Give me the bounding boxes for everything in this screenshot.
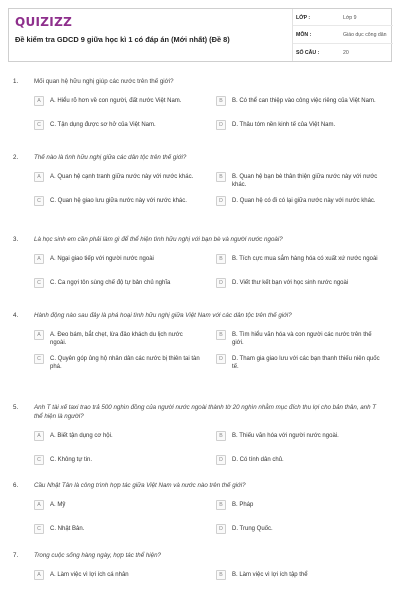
meta-row-class (293, 9, 393, 26)
question-number: 7. (13, 552, 19, 559)
document-title: Đề kiểm tra GDCD 9 giữa học kì 1 có đáp án (Mới nhất) (Đề 8) (15, 35, 230, 44)
question-number: 3. (13, 236, 19, 243)
option-text: B. Pháp (232, 502, 254, 508)
option-letter-badge: B (216, 254, 226, 264)
option-letter-badge: D (216, 196, 226, 206)
option-letter-badge: A (34, 172, 44, 182)
option-text: A. Đeo bám, bắt chẹt, lừa đảo khách du lịch nước ngoài. (50, 332, 183, 347)
option-letter-badge: A (34, 96, 44, 106)
option-letter-badge: B (216, 172, 226, 182)
meta-value: Giáo dục công dân (343, 32, 387, 39)
question-number: 2. (13, 154, 19, 161)
question-text: Cầu Nhật Tân là công trình hợp tác giữa Việt Nam và nước nào trên thế giới? (34, 482, 246, 489)
question-text: Mối quan hệ hữu nghị giúp các nước trên thế giới? (34, 78, 174, 85)
meta-value: Lớp 9 (343, 15, 357, 21)
option-letter-badge: A (34, 570, 44, 580)
meta-row-subject (293, 26, 393, 43)
option-text: D. Viết thư kết bạn với học sinh nước ngoài (232, 280, 349, 286)
question-number: 5. (13, 404, 19, 411)
option-letter-badge: C (34, 524, 44, 534)
option-letter-badge: B (216, 96, 226, 106)
option-text: D. Trung Quốc. (232, 526, 273, 532)
meta-table (292, 9, 393, 61)
option-text: C. Nhật Bản. (50, 526, 85, 532)
option-letter-badge: C (34, 455, 44, 465)
option-letter-badge: B (216, 570, 226, 580)
option-letter-badge: C (34, 120, 44, 130)
option-text: C. Ca ngợi tôn sùng chế độ tự bản chủ nghĩa (50, 280, 171, 286)
option-text: B. Thiếu văn hóa với người nước ngoài. (232, 433, 339, 439)
meta-value: 20 (343, 49, 349, 56)
meta-label: LỚP : (296, 15, 311, 21)
option-letter-badge: D (216, 120, 226, 130)
option-letter-badge: B (216, 431, 226, 441)
option-text: B. Có thể can thiệp vào công việc riêng của Việt Nam. (232, 98, 376, 104)
option-text: B. Làm việc vì lợi ích tập thể (232, 572, 308, 578)
option-letter-badge: D (216, 278, 226, 288)
option-text: D. Thâu tóm nền kinh tế của Việt Nam. (232, 122, 336, 128)
option-letter-badge: D (216, 524, 226, 534)
meta-row-count (293, 44, 393, 61)
option-text: B. Quan hệ bạn bè thân thiện giữa nước này với nước khác. (232, 174, 378, 189)
question-number: 1. (13, 78, 19, 85)
option-text: A. Quan hệ cạnh tranh giữa nước này với nước khác. (50, 174, 194, 180)
question-text: Thế nào là tình hữu nghị giữa các dân tộc trên thế giới? (34, 154, 187, 161)
option-text: D. Tham gia giao lưu với các bạn thanh thiếu niên quốc tế. (232, 356, 380, 371)
option-letter-badge: A (34, 254, 44, 264)
option-letter-badge: D (216, 455, 226, 465)
option-letter-badge: A (34, 330, 44, 340)
option-text: A. Biết tận dụng cơ hội. (50, 433, 113, 439)
option-text: C. Quyên góp ủng hộ nhân dân các nước bị thiên tai tàn phá. (50, 356, 200, 371)
option-text: B. Tìm hiểu văn hóa và con người các nước trên thế giới. (232, 332, 372, 347)
option-letter-badge: C (34, 278, 44, 288)
option-text: A. Làm việc vì lợi ích cá nhân (50, 572, 129, 578)
option-text: D. Có tính dân chủ. (232, 457, 284, 463)
option-text: C. Tận dụng được sơ hở của Việt Nam. (50, 122, 156, 128)
meta-label: MÔN : (296, 32, 312, 39)
option-letter-badge: D (216, 354, 226, 364)
option-text: B. Tích cực mua sắm hàng hóa có xuất xứ nước ngoài (232, 256, 378, 262)
question-text: Là học sinh em cần phải làm gì để thể hiện tình hữu nghị với bạn bè và người nước ngoài? (34, 236, 283, 243)
question-text: Anh T tài xế taxi trao trả 500 nghìn đồng của người nước ngoài thành tờ 20 nghìn nhằm mục đích thu lợi cho bản thân, anh T thể hiện là người? (34, 404, 377, 420)
option-text: A. Hiểu rõ hơn về con người, đất nước Việt Nam. (50, 98, 182, 104)
question-number: 6. (13, 482, 19, 489)
option-letter-badge: C (34, 354, 44, 364)
question-text: Trong cuộc sống hàng ngày, hợp tác thể hiện? (34, 552, 162, 559)
document-header (8, 8, 392, 62)
option-text: A. Ngại giao tiếp với người nước ngoài (50, 256, 154, 262)
question-number: 4. (13, 312, 19, 319)
option-letter-badge: A (34, 431, 44, 441)
option-letter-badge: A (34, 500, 44, 510)
option-text: D. Quan hệ có đi có lại giữa nước này với nước khác. (232, 198, 376, 204)
option-text: A. Mỹ (50, 502, 66, 508)
option-letter-badge: B (216, 500, 226, 510)
option-text: C. Không tự tin. (50, 457, 93, 463)
quizizz-logo[interactable]: QUIZIZZ (15, 15, 73, 29)
option-letter-badge: C (34, 196, 44, 206)
meta-label: SỐ CÂU : (296, 49, 320, 56)
option-letter-badge: B (216, 330, 226, 340)
option-text: C. Quan hệ giao lưu giữa nước này với nước khác. (50, 198, 187, 204)
question-text: Hành động nào sau đây là phá hoại tình hữu nghị giữa Việt Nam với các dân tộc trên thế giới? (34, 312, 292, 319)
